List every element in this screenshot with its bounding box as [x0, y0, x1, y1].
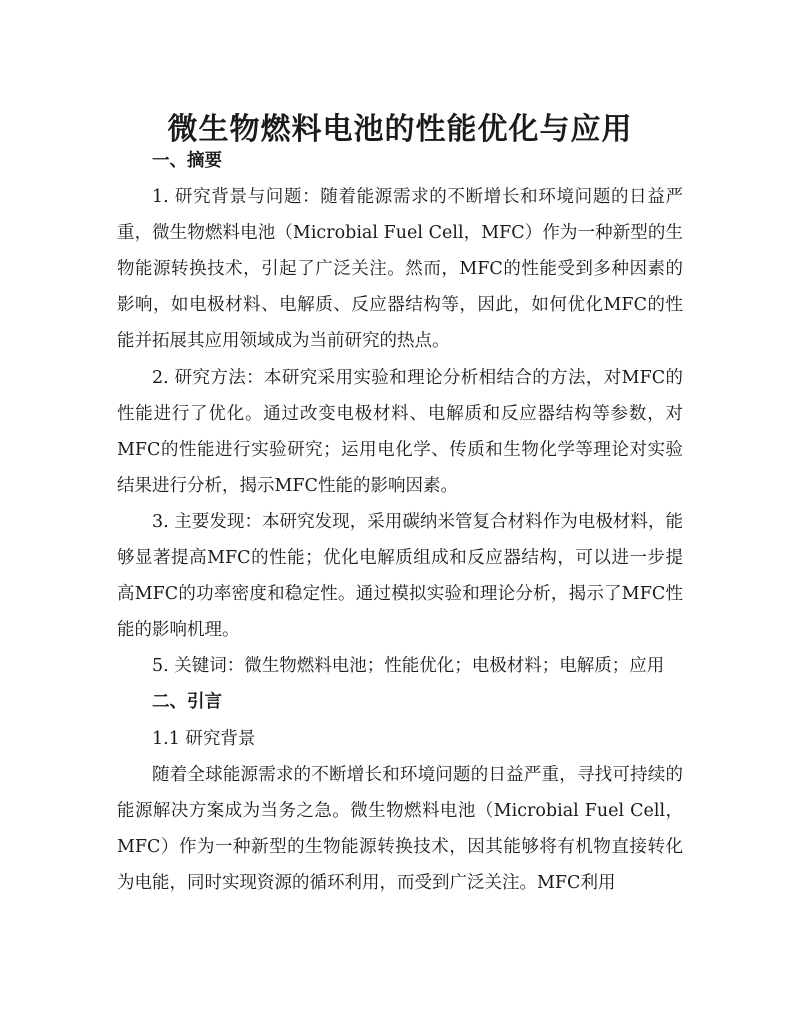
introduction-paragraph: 随着全球能源需求的不断增长和环境问题的日益严重，寻找可持续的能源解决方案成为当务之急。微生物燃料电池（Microbial Fuel Cell，MFC）作为一种新型的生物能源转换技术，因其能够将有机物直接转化为电能，同时实现资源的循环利用，而受到广泛关注。MFC利用: [117, 764, 683, 893]
section-heading-abstract: 一、摘要: [152, 151, 222, 171]
abstract-paragraph-keywords: 5. 关键词：微生物燃料电池；性能优化；电极材料；电解质；应用: [152, 656, 665, 677]
document-title: 微生物燃料电池的性能优化与应用: [167, 112, 633, 148]
abstract-paragraph-methods: 2. 研究方法：本研究采用实验和理论分析相结合的方法，对MFC的性能进行了优化。通过改变电极材料、电解质和反应器结构等参数，对MFC的性能进行实验研究；运用电化学、传质和生物化学等理论对实验结果进行分析，揭示MFC性能的影响因素。: [117, 367, 683, 496]
section-heading-introduction: 二、引言: [152, 692, 222, 713]
document-body: [117, 143, 683, 901]
abstract-paragraph-findings: 3. 主要发现：本研究发现，采用碳纳米管复合材料作为电极材料，能够显著提高MFC的性能；优化电解质组成和反应器结构，可以进一步提高MFC的功率密度和稳定性。通过模拟实验和理论分析，揭示了MFC性能的影响机理。: [117, 511, 683, 641]
abstract-paragraph-background: 1. 研究背景与问题：随着能源需求的不断增长和环境问题的日益严重，微生物燃料电池（Microbial Fuel Cell，MFC）作为一种新型的生物能源转换技术，引起了广泛关注。然而，MFC的性能受到多种因素的影响，如电极材料、电解质、反应器结构等，因此，如何优化MFC的性能并拓展其应用领域成为当前研究的热点。: [117, 187, 683, 352]
subsection-heading-background: 1.1 研究背景: [152, 728, 256, 749]
